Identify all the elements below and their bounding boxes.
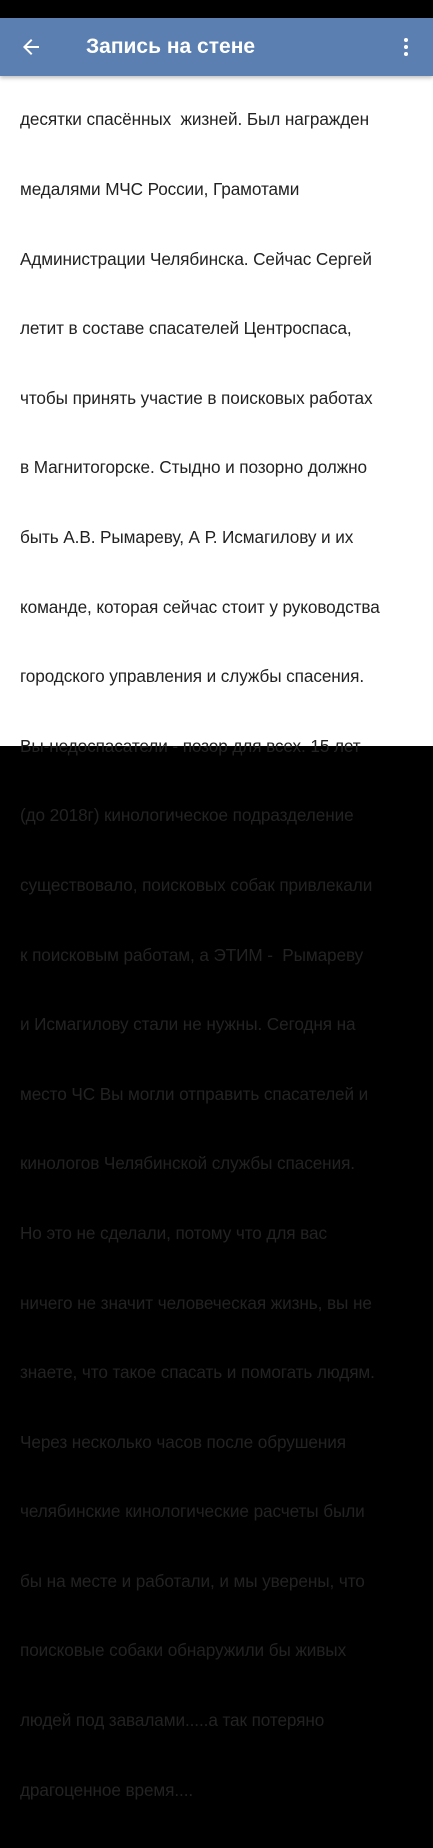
page-title: Запись на стене — [86, 35, 256, 58]
post-line: место ЧС Вы могли отправить спасателей и — [20, 1083, 369, 1104]
post-line: Администрации Челябинска. Сейчас Сергей — [20, 248, 372, 269]
arrow-left-icon — [19, 35, 43, 59]
status-bar — [0, 0, 433, 18]
post-line: быть А.В. Рымареву, А Р. Исмагилову и их — [20, 526, 354, 547]
post-content[interactable] — [0, 76, 433, 1800]
post-line: драгоценное время.... — [20, 1779, 194, 1800]
post-text — [20, 62, 425, 1848]
post-line: в Магнитогорске. Стыдно и позорно должно — [20, 457, 367, 478]
post-line: Вы-недоспасатели - позор для всех. 15 лет — [20, 735, 361, 756]
more-options-button[interactable] — [385, 26, 427, 68]
post-line: челябинские кинологические расчеты были — [20, 1501, 365, 1522]
post-line: кинологов Челябинской службы спасения. — [20, 1153, 355, 1174]
post-line: и Исмагилову стали не нужны. Сегодня на — [20, 1014, 356, 1035]
post-line: поисковые собаки обнаружили бы живых — [20, 1640, 347, 1661]
post-line: людей под завалами.....а так потеряно — [20, 1710, 325, 1731]
post-line: (до 2018г) кинологическое подразделение — [20, 805, 354, 826]
post-line: к поисковым работам, а ЭТИМ - Рымареву — [20, 944, 364, 965]
post-line: существовало, поисковых собак привлекали — [20, 874, 373, 895]
post-line: Через несколько часов после обрушения — [20, 1431, 346, 1452]
back-button[interactable] — [10, 26, 52, 68]
post-line: летит в составе спасателей Центроспаса, — [20, 318, 352, 339]
post-line: команде, которая сейчас стоит у руководства — [20, 596, 380, 617]
post-line: ничего не значит человеческая жизнь, вы не — [20, 1292, 372, 1313]
post-line: городского управления и службы спасения. — [20, 666, 365, 687]
post-line: знаете, что такое спасать и помогать людям. — [20, 1362, 375, 1383]
post-line: десятки спасённых жизней. Был награжден — [20, 109, 369, 130]
post-line: бы на месте и работали, и мы уверены, что — [20, 1570, 365, 1591]
app-bar — [0, 18, 433, 76]
post-line: медалями МЧС России, Грамотами — [20, 179, 300, 199]
post-line: Но это не сделали, потому что для вас — [20, 1222, 327, 1243]
post-line: чтобы принять участие в поисковых работах — [20, 387, 373, 408]
more-vertical-icon — [394, 35, 418, 59]
